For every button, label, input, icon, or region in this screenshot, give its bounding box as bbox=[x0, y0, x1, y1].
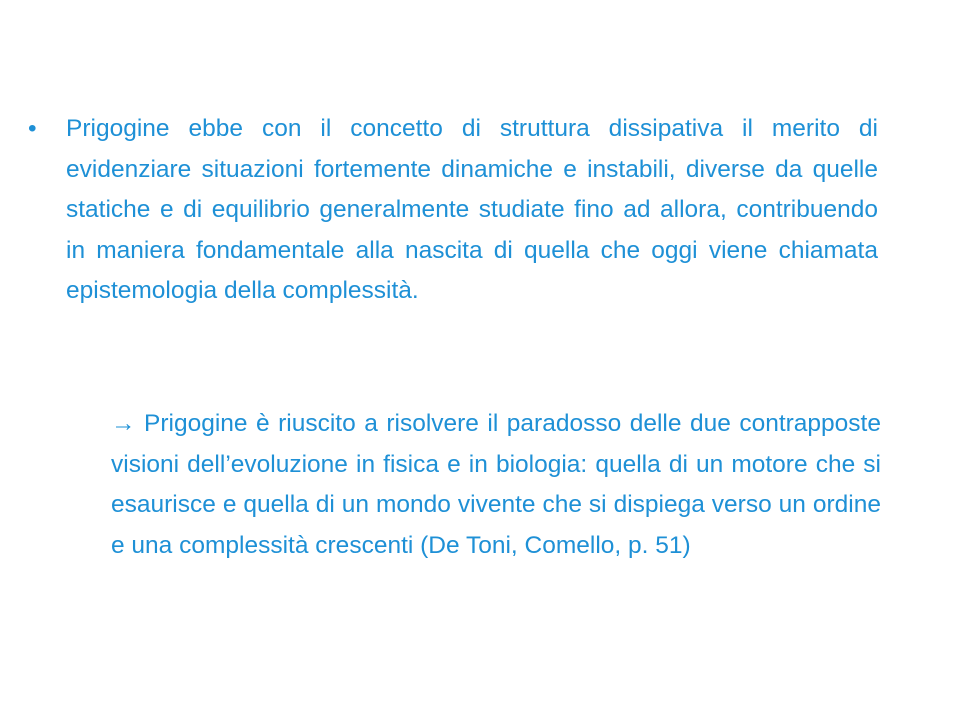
bullet-paragraph bbox=[28, 109, 878, 312]
bullet-text: Prigogine ebbe con il concetto di struttura dissipativa il merito di evidenziare situazioni fortemente dinamiche e instabili, diverse da quelle statiche e di equilibrio generalmente studiate fino ad allora, contribuendo in maniera fondamentale alla nascita di quella che oggi viene chiamata epistemologia della complessità. bbox=[66, 115, 878, 305]
quote-paragraph: → Prigogine è riuscito a risolvere il paradosso delle due contrapposte visioni dell’evoluzione in fisica e in biologia: quella di un motore che si esaurisce e quella di un mondo vivente che si dispiega verso un ordine e una complessità crescenti (De Toni, Comello, p. 51) bbox=[111, 410, 881, 559]
bullet-marker: • bbox=[28, 115, 37, 142]
